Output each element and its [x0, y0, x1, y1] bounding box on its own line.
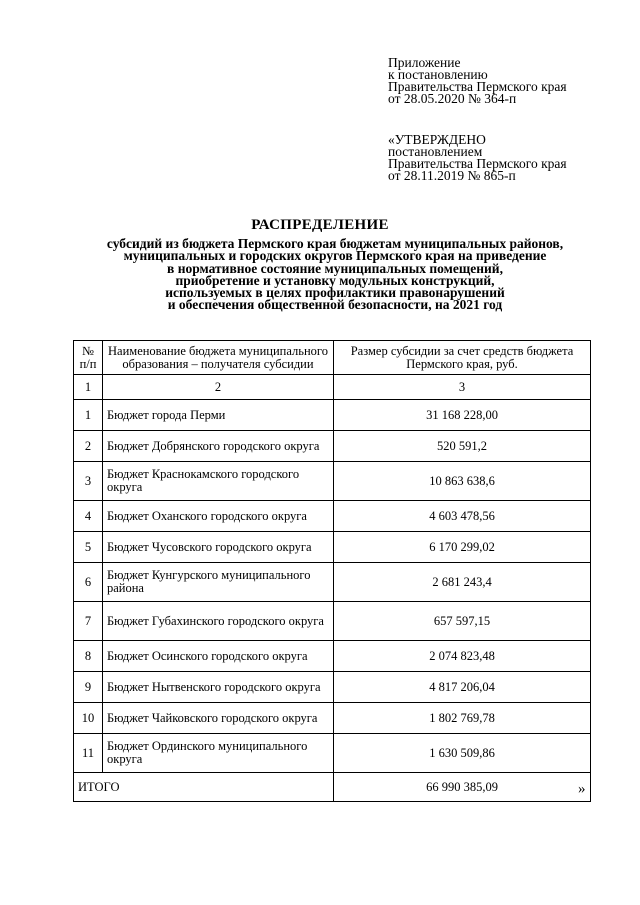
- table-row: [74, 431, 591, 462]
- appendix-line: Приложение: [388, 55, 461, 70]
- row-num: 8: [74, 641, 103, 672]
- row-name: Бюджет Добрянского городского округа: [103, 431, 334, 462]
- total-label: ИТОГО: [74, 773, 334, 802]
- index-cell: 1: [74, 375, 103, 400]
- appendix-note: [388, 57, 628, 105]
- subtitle-line: и обеспечения общественной безопасности, на 2021 год: [167, 297, 503, 313]
- row-name: Бюджет Нытвенского городского округа: [103, 672, 334, 703]
- row-amount: 4 603 478,56: [334, 501, 591, 532]
- appendix-line: от 28.05.2020 № 364-п: [388, 91, 517, 106]
- row-num: 5: [74, 532, 103, 563]
- row-num: 3: [74, 462, 103, 501]
- document-subtitle: [60, 238, 610, 312]
- row-num: 4: [74, 501, 103, 532]
- header-num: № п/п: [74, 341, 103, 375]
- approved-line: Правительства Пермского края: [388, 156, 567, 171]
- index-cell: 2: [103, 375, 334, 400]
- row-amount: 657 597,15: [334, 602, 591, 641]
- row-name: Бюджет города Перми: [103, 400, 334, 431]
- row-amount: 31 168 228,00: [334, 400, 591, 431]
- row-name: Бюджет Губахинского городского округа: [103, 602, 334, 641]
- table-total-row: [74, 773, 591, 802]
- approved-line: от 28.11.2019 № 865-п: [388, 168, 516, 183]
- row-name: Бюджет Осинского городского округа: [103, 641, 334, 672]
- row-num: 9: [74, 672, 103, 703]
- row-amount: 2 681 243,4: [334, 563, 591, 602]
- row-name: Бюджет Ординского муниципального округа: [103, 734, 334, 773]
- table-row: [74, 602, 591, 641]
- subtitle-line: муниципальных и городских округов Пермского края на приведение: [123, 248, 547, 264]
- row-num: 11: [74, 734, 103, 773]
- row-num: 10: [74, 703, 103, 734]
- table-row: [74, 641, 591, 672]
- row-amount: 1 630 509,86: [334, 734, 591, 773]
- document-title: РАСПРЕДЕЛЕНИЕ: [251, 217, 389, 233]
- table-index-row: [74, 375, 591, 400]
- table-row: [74, 501, 591, 532]
- table-row: [74, 532, 591, 563]
- table-row: [74, 563, 591, 602]
- approved-note: [388, 134, 628, 182]
- row-name: Бюджет Оханского городского округа: [103, 501, 334, 532]
- header-amount: Размер субсидии за счет средств бюджета Пермского края, руб.: [334, 341, 591, 375]
- table-row: [74, 703, 591, 734]
- appendix-line: Правительства Пермского края: [388, 79, 567, 94]
- subtitle-line: в нормативное состояние муниципальных помещений,: [167, 260, 503, 276]
- header-name: Наименование бюджета муниципального образования – получателя субсидии: [103, 341, 334, 375]
- row-amount: 2 074 823,48: [334, 641, 591, 672]
- row-amount: 520 591,2: [334, 431, 591, 462]
- index-cell: 3: [334, 375, 591, 400]
- approved-line: «УТВЕРЖДЕНО: [388, 132, 486, 147]
- table-row: [74, 462, 591, 501]
- table-row: [74, 400, 591, 431]
- table-row: [74, 734, 591, 773]
- row-num: 2: [74, 431, 103, 462]
- subtitle-line: приобретение и установку модульных конструкций,: [175, 272, 495, 288]
- row-name: Бюджет Краснокамского городского округа: [103, 462, 334, 501]
- table-row: [74, 672, 591, 703]
- subtitle-line: используемых в целях профилактики правонарушений: [165, 285, 505, 301]
- closing-quote-mark: »: [578, 781, 586, 797]
- row-name: Бюджет Чусовского городского округа: [103, 532, 334, 563]
- total-amount: 66 990 385,09: [334, 773, 591, 802]
- row-name: Бюджет Чайковского городского округа: [103, 703, 334, 734]
- approved-line: постановлением: [388, 144, 483, 159]
- table-header-row: [74, 341, 591, 375]
- row-amount: 10 863 638,6: [334, 462, 591, 501]
- row-num: 6: [74, 563, 103, 602]
- row-name: Бюджет Кунгурского муниципального района: [103, 563, 334, 602]
- row-num: 7: [74, 602, 103, 641]
- row-num: 1: [74, 400, 103, 431]
- row-amount: 4 817 206,04: [334, 672, 591, 703]
- row-amount: 6 170 299,02: [334, 532, 591, 563]
- row-amount: 1 802 769,78: [334, 703, 591, 734]
- appendix-line: к постановлению: [388, 67, 488, 82]
- subtitle-line: субсидий из бюджета Пермского края бюджетам муниципальных районов,: [106, 236, 564, 251]
- distribution-table: [73, 340, 591, 802]
